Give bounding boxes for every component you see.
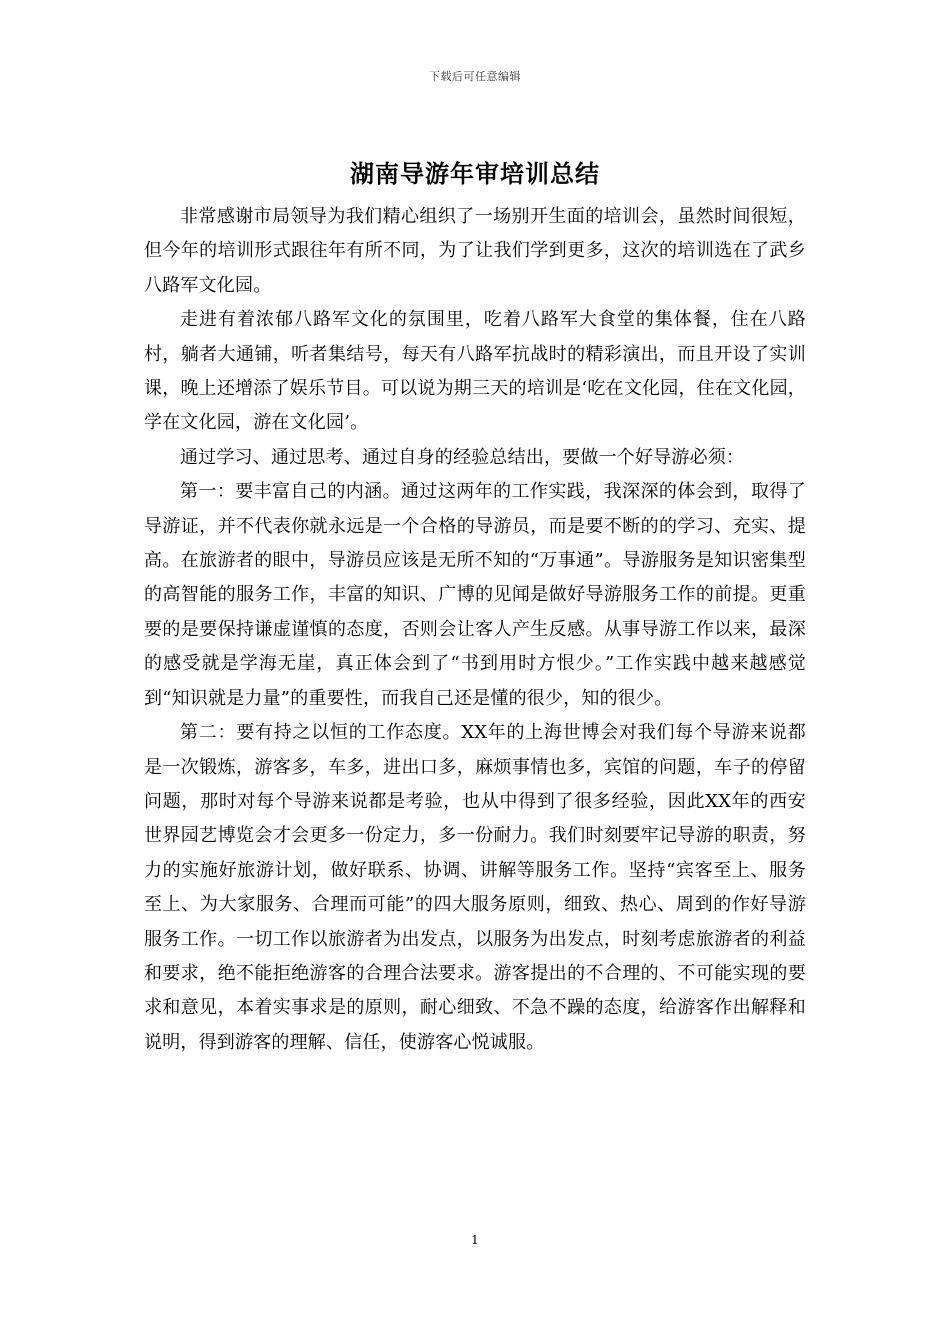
paragraph-summary-lead: 通过学习、通过思考、通过自身的经验总结出，要做一个好导游必须：: [180, 446, 745, 468]
paragraph-intro: 非常感谢市局领导为我们精心组织了一场别开生面的培训会，虽然时间很短，但今年的培训形式跟往年有所不同，为了让我们学到更多，这次的培训选在了武乡八路军文化园。: [144, 206, 806, 296]
paragraph-point-two: 第二：要有持之以恒的工作态度。XX年的上海世博会对我们每个导游来说都是一次锻炼，游客多，车多，进出口多，麻烦事情也多，宾馆的问题，车子的停留问题，那时对每个导游来说都是考验，也从中得到了很多经验，因此XX年的西安世界园艺博览会才会更多一份定力，多一份耐力。我们时刻要牢记导游的职责，努力的实施好旅游计划，做好联系、协调、讲解等服务工作。坚持“宾客至上、服务至上、为大家服务、合理而可能”的四大服务原则，细致、热心、周到的作好导游服务工作。一切工作以旅游者为出发点，以服务为出发点，时刻考虑旅游者的利益和要求，绝不能拒绝游客的合理合法要求。游客提出的不合理的、不可能实现的要求和意见，本着实事求是的原则，耐心细致、不急不躁的态度，给游客作出解释和说明，得到游客的理解、信任，使游客心悦诚服。: [144, 722, 806, 1053]
paragraph-culture-park: 走进有着浓郁八路军文化的氛围里，吃着八路军大食堂的集体餐，住在八路村，躺者大通铺，听者集结号，每天有八路军抗战时的精彩演出，而且开设了实训课，晚上还增添了娱乐节目。可以说为期三天的培训是‘吃在文化园，住在文化园，学在文化园，游在文化园’。: [144, 309, 806, 434]
document-title: 湖南导游年审培训总结: [350, 159, 600, 188]
document-body: [144, 200, 806, 1060]
paragraph-point-one: 第一：要丰富自己的内涵。通过这两年的工作实践，我深深的体会到，取得了导游证，并不代表你就永远是一个合格的导游员，而是要不断的的学习、充实、提高。在旅游者的眼中，导游员应该是无所不知的“万事通”。导游服务是知识密集型的高智能的服务工作，丰富的知识、广博的见闻是做好导游服务工作的前提。更重要的是要保持谦虚谨慎的态度，否则会让客人产生反感。从事导游工作以来，最深的感受就是学海无崖，真正体会到了“书到用时方恨少。”工作实践中越来越感觉到“知识就是力量”的重要性，而我自己还是懂的很少，知的很少。: [144, 481, 806, 709]
page-number: 1: [471, 1233, 479, 1247]
header-note: 下载后可任意编辑: [429, 70, 521, 83]
